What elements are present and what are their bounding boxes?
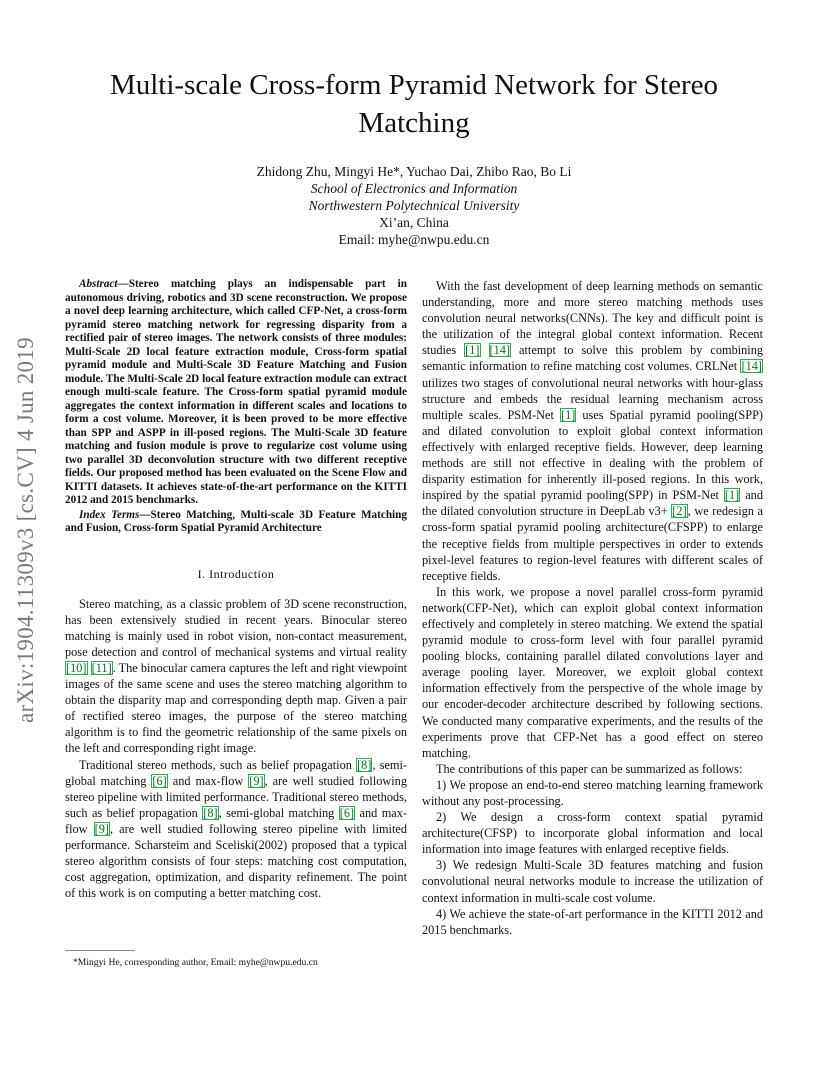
citation-link[interactable]: [ 8 ] <box>356 758 372 772</box>
text-run: Traditional stereo methods, such as belief propagation <box>79 757 357 772</box>
abstract <box>65 278 407 508</box>
section-heading-introduction: I. Introduction <box>197 566 275 581</box>
citation-link[interactable]: [ 1 ] <box>724 488 740 502</box>
index-terms-text: —Stereo Matching, Multi-scale 3D Feature Matching and Fusion, Cross-form Spatial Pyramid Architecture <box>65 508 407 534</box>
text-run: attempt to solve this problem by combining semantic information to refine matching cost volumes. CRLNet <box>422 343 764 374</box>
contribution-item-3: 3) We redesign Multi-Scale 3D features matching and fusion convolutional neural networks module to increase the utilization of context information in multi-scale cost volume. <box>422 858 763 905</box>
citation-link[interactable]: [ 14 ] <box>489 343 512 357</box>
paper-title: Multi-scale Cross-form Pyramid Network for Stereo Matching <box>109 69 719 139</box>
citation-link[interactable]: [ 9 ] <box>94 822 110 836</box>
text-run: , we redesign a cross-form spatial pyramid pooling architecture(CFSPP) to enlarge the receptive fields from multiple perspectives in order to extends pixel-level features to region-level features with different scales of receptive fields. <box>422 504 763 583</box>
citation-link[interactable]: [ 9 ] <box>248 774 264 788</box>
arxiv-stamp-text: arXiv:1904.11309v3 [cs.CV] 4 Jun 2019 <box>13 337 38 723</box>
author-block <box>90 163 738 248</box>
arxiv-stamp <box>6 280 46 780</box>
contribution-item-1: 1) We propose an end-to-end stereo matching learning framework without any post-processing. <box>422 777 763 808</box>
text-run: , semi-global matching <box>65 757 408 788</box>
citation-link[interactable]: [ 8 ] <box>202 806 218 820</box>
citation-link[interactable]: [ 6 ] <box>151 774 167 788</box>
citation-link[interactable]: [ 14 ] <box>740 359 763 373</box>
footnote: *Mingyi He, corresponding author, Email: myhe@nwpu.edu.cn <box>73 957 318 968</box>
right-column <box>422 278 763 938</box>
intro-paragraph-5: The contributions of this paper can be summarized as follows: <box>436 761 743 776</box>
affiliation-line-2: Northwestern Polytechnical University <box>308 198 520 213</box>
intro-paragraph-3 <box>422 278 763 584</box>
citation-link[interactable]: [ 6 ] <box>339 806 355 820</box>
text-run: utilizes two stages of convolutional neural networks with hour-glass structure and embeds the residual learning mechanism across multiple scales. PSM-Net <box>422 375 763 422</box>
text-run: Stereo matching, as a classic problem of 3D scene reconstruction, has been extensively studied in recent years. Binocular stereo matching is mainly used in robot vision, non-contact measurement, pose detection and control of mechanical systems and virtual reality <box>65 596 407 659</box>
citation-link[interactable]: [ 10 ] <box>65 661 88 675</box>
citation-link[interactable]: [ 2 ] <box>671 504 687 518</box>
citation-link[interactable]: [ 1 ] <box>464 343 480 357</box>
left-column <box>65 278 407 901</box>
intro-paragraph-1 <box>65 596 407 757</box>
contribution-item-2: 2) We design a cross-form context spatial pyramid architecture(CFSP) to incorporate global information and local information into image features with enlarged receptive fields. <box>422 810 763 857</box>
citation-link[interactable]: [ 11 ] <box>91 661 113 675</box>
intro-paragraph-2 <box>65 757 407 902</box>
citation-link[interactable]: [ 1 ] <box>560 408 576 422</box>
text-run: , are well studied following stereo pipeline with limited performance. Scharsteim and Sceliski(2002) proposed that a typical stereo algorithm consists of four steps: matching cost computation, cost aggregation, optimization, and disparity refinement. The point of this work is on computing a better matching cost. <box>65 821 407 901</box>
author-names: Zhidong Zhu, Mingyi He*, Yuchao Dai, Zhibo Rao, Bo Li <box>256 164 572 179</box>
intro-paragraph-4: In this work, we propose a novel parallel cross-form pyramid network(CFP-Net), which can exploit global context information effectively and completely in stereo matching. We extend the spatial pyramid module to cross-form level with four parallel pyramid pooling blocks, containing parallel dilated convolutions layer and average pooling layer. Moreover, we exploit global context information effectively from the perspective of the whole image by our encoder-decoder architecture described by following sections. We conducted many comparative experiments, and the results of the experiments prove that CFP-Net has a good effect on stereo matching. <box>422 584 763 760</box>
text-run: With the fast development of deep learning methods on semantic understanding, more and more stereo matching methods uses convolution neural networks(CNNs). The key and difficult point is the utilization of the integral global context information. Recent studies <box>422 279 763 358</box>
text-run: and max-flow <box>167 773 249 788</box>
index-terms-lead: Index Terms <box>79 508 140 521</box>
abstract-text: —Stereo matching plays an indispensable part in autonomous driving, robotics and 3D scene reconstruction. We propose a novel deep learning architecture, which called CFP-Net, a cross-form pyramid stereo matching network for regressing disparity from a rectified pair of stereo images. The network consists of three modules: Multi-Scale 2D local feature extraction module, Cross-form spatial pyramid module and Multi-Scale 3D Feature Matching and Fusion module. The Multi-Scale 2D local feature extraction module can extract enough multi-scale feature. The Cross-form spatial pyramid module aggregates the context information in different scales and locations to form a cost volume. Moreover, it is been proved to be more effective than SPP and ASPP in ill-posed regions. The Multi-Scale 3D feature matching and fusion module is prove to regularize cost volume using two parallel 3D deconvolution structure with two different receptive fields. Our proposed method has been evaluated on the Scene Flow and KITTI datasets. It achieves state-of-the-art performance on the KITTI 2012 and 2015 benchmarks. <box>65 278 407 506</box>
text-run: uses Spatial pyramid pooling(SPP) and dilated convolution to exploit global context information effectively with enlarged receptive fields. However, deep learning methods are still not effective in dealing with the problem of disparity estimation for inherently ill-posed regions. In this work, inspired by the spatial pyramid pooling(SPP) in PSM-Net <box>422 407 764 503</box>
affiliation-line-1: School of Electronics and Information <box>310 181 518 196</box>
text-run: . The binocular camera captures the left and right viewpoint images of the same scene and uses the stereo matching algorithm to obtain the disparity map and corresponding depth map. Given a pair of rectified stereo images, the purpose of the stereo matching algorithm is to find the geometric relationship of the same pixels on the left and corresponding right image. <box>65 660 408 756</box>
author-email: Email: myhe@nwpu.edu.cn <box>338 232 490 247</box>
text-run: and the dilated convolution structure in DeepLab v3+ <box>422 488 763 519</box>
text-run: , are well studied following stereo pipeline with limited performance. Traditional stereo methods, such as belief propagation <box>65 773 407 820</box>
footnote-rule <box>65 950 135 951</box>
index-terms <box>65 509 407 536</box>
author-city: Xi’an, China <box>379 215 449 230</box>
contribution-item-4: 4) We achieve the state-of-art performance in the KITTI 2012 and 2015 benchmarks. <box>422 906 763 937</box>
text-run: and max-flow <box>65 805 407 836</box>
abstract-lead: Abstract <box>79 278 118 290</box>
text-run: , semi-global matching <box>218 805 339 820</box>
